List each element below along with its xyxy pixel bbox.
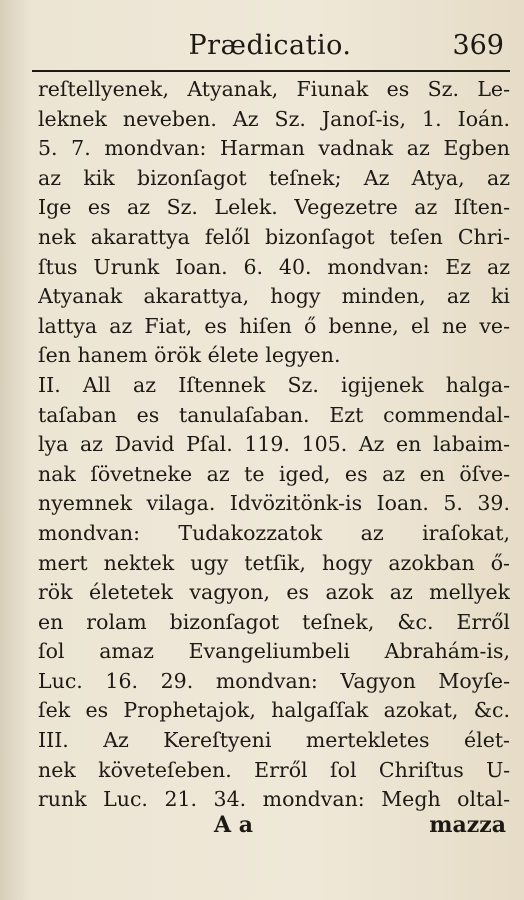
text-line: ſek es Prophetajok, halgaſſak azokat, &c. xyxy=(38,698,510,723)
text-line: ſol amaz Evangeliumbeli Abrahám-is, xyxy=(38,639,510,664)
text-line: Luc. 16. 29. mondvan: Vagyon Moyſe- xyxy=(38,668,510,693)
text-line: 5. 7. mondvan: Harman vadnak az Egben xyxy=(38,136,510,161)
text-line: II. All az Iſtennek Sz. igijenek halga- xyxy=(38,372,510,397)
page-header xyxy=(30,30,510,70)
body-text xyxy=(38,75,510,815)
text-line: nyemnek vilaga. Idvözitönk-is Ioan. 5. 39. xyxy=(38,491,510,516)
text-line: nak ſövetneke az te iged, es az en öſve- xyxy=(38,461,510,486)
text-line: rök életetek vagyon, es azok az mellyek xyxy=(38,580,510,605)
text-line: Ige es az Sz. Lelek. Vegezetre az Iſten- xyxy=(38,195,510,220)
page-number: 369 xyxy=(452,30,504,61)
header-rule xyxy=(32,70,510,72)
text-line: leknek neveben. Az Sz. Janoſ-is, 1. Ioán. xyxy=(38,106,510,131)
text-line: mert nektek ugy tetſik, hogy azokban ő- xyxy=(38,550,510,575)
page-footer xyxy=(38,812,510,844)
text-line: III. Az Kereſtyeni mertekletes élet- xyxy=(38,728,510,753)
signature-mark: A a xyxy=(214,812,253,838)
text-line: runk Luc. 21. 34. mondvan: Megh oltal- xyxy=(38,787,510,812)
text-line: lattya az Fiat, es hiſen ő benne, el ne ve- xyxy=(38,313,510,338)
catchword: mazza xyxy=(429,812,506,838)
text-line: nek akarattya felől bizonſagot teſen Chri- xyxy=(38,224,510,249)
text-line: nek követeſeben. Erről ſol Chriſtus U- xyxy=(38,757,510,782)
text-line: en rolam bizonſagot teſnek, &c. Erről xyxy=(38,609,510,634)
running-title: Prædicatio. xyxy=(188,30,352,61)
text-line: taſaban es tanulaſaban. Ezt commendal- xyxy=(38,402,510,427)
text-line: lya az David Pſal. 119. 105. Az en labaim- xyxy=(38,432,510,457)
text-line: ſtus Urunk Ioan. 6. 40. mondvan: Ez az xyxy=(38,254,510,279)
text-line: mondvan: Tudakozzatok az iraſokat, xyxy=(38,520,510,545)
text-line: az kik bizonſagot teſnek; Az Atya, az xyxy=(38,165,510,190)
text-line: reſtellyenek, Atyanak, Fiunak es Sz. Le- xyxy=(38,77,510,101)
text-line: Atyanak akarattya, hogy minden, az ki xyxy=(38,284,510,309)
text-line: ſen hanem örök élete legyen. xyxy=(38,343,341,368)
